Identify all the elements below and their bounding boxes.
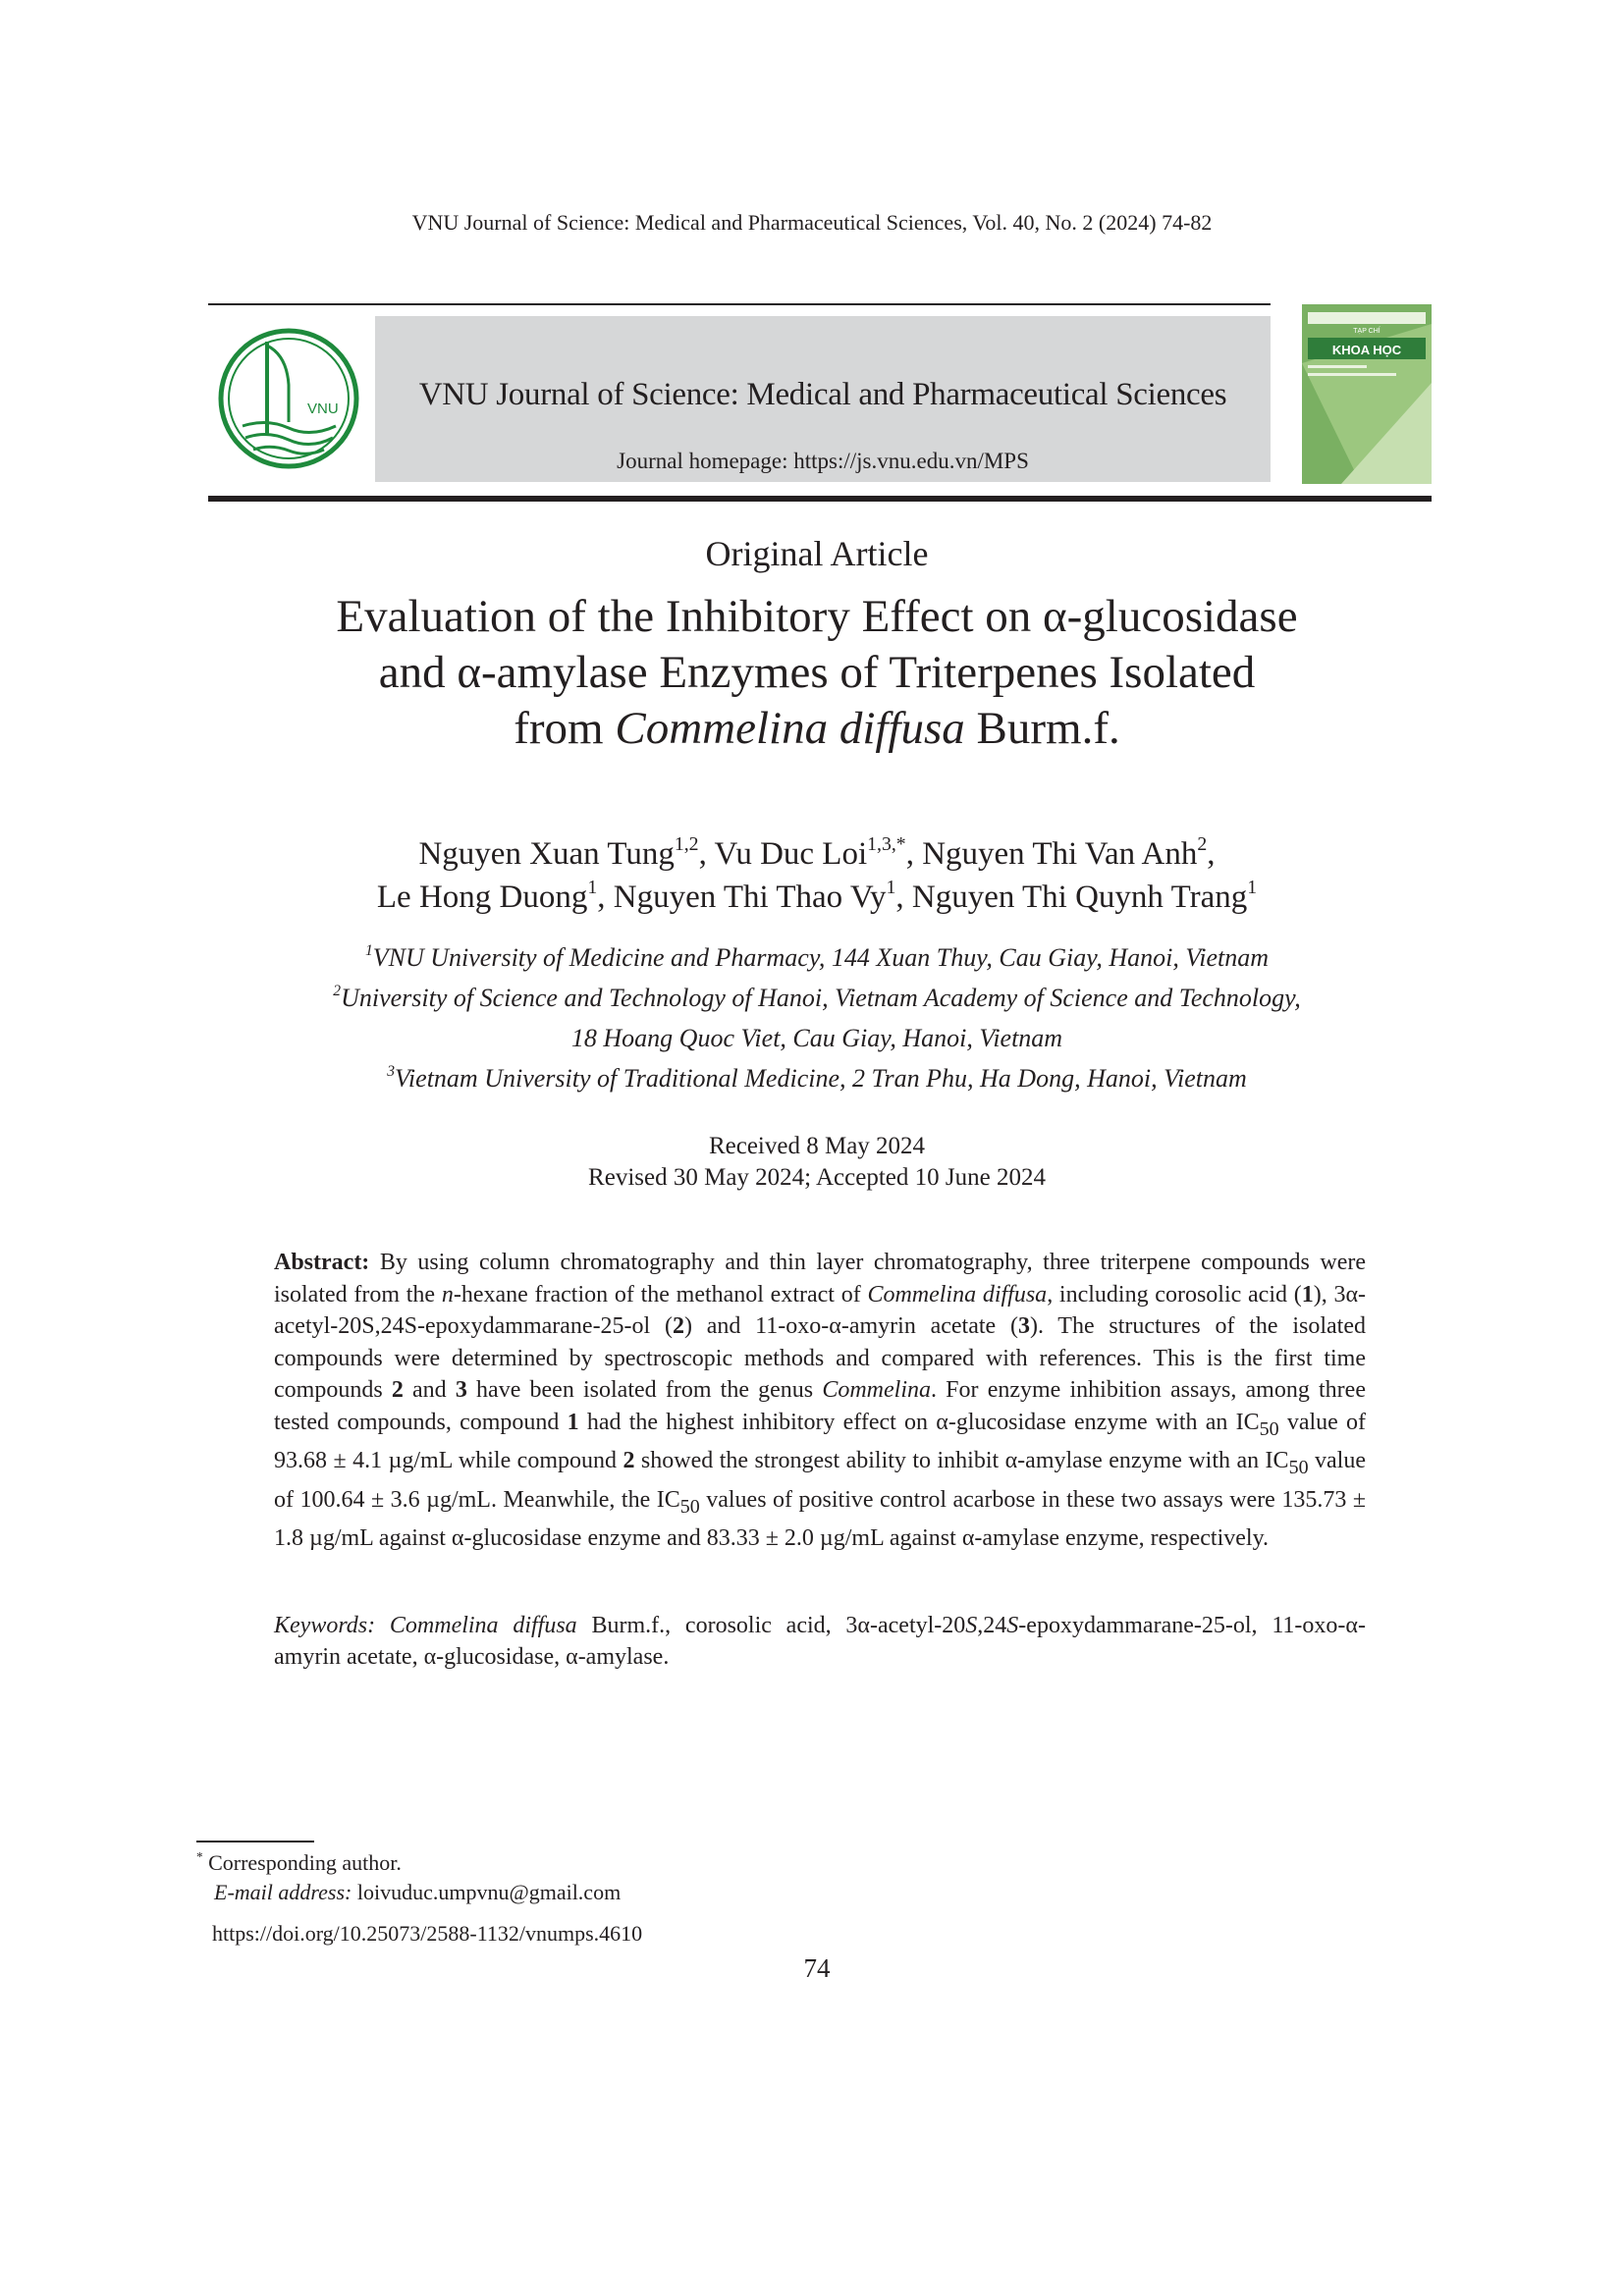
- revised-accepted-dates: Revised 30 May 2024; Accepted 10 June 2024: [588, 1164, 1046, 1191]
- header-bottom-rule: [208, 496, 1432, 502]
- keyword-italic: Commelina diffusa: [375, 1613, 577, 1638]
- author-name: Nguyen Xuan Tung: [418, 836, 675, 872]
- running-header: VNU Journal of Science: Medical and Pharmaceutical Sciences, Vol. 40, No. 2 (2024) 74-82: [411, 210, 1213, 235]
- cover-artwork: [1302, 304, 1432, 484]
- keyword-text: Burm.f., corosolic acid, 3α-acetyl-20: [576, 1613, 966, 1638]
- affil-text: University of Science and Technology of Hanoi, Vietnam Academy of Science and Technology,: [341, 984, 1301, 1012]
- footnote: [196, 1848, 1080, 1907]
- affiliations: [0, 937, 1624, 1098]
- keywords-label: Keywords:: [274, 1613, 376, 1638]
- title-from: from: [514, 703, 616, 754]
- compound-number: 2: [672, 1313, 684, 1340]
- abstract-text: , including corosolic acid (: [1047, 1281, 1302, 1308]
- keyword-text: -epoxydammarane-25-ol, 11-oxo-α-amyrin acetate, α-glucosidase, α-amylase.: [274, 1613, 1366, 1670]
- author-name: Nguyen Thi Van Anh: [922, 836, 1198, 872]
- author-list: [0, 832, 1624, 919]
- subscript: 50: [1259, 1417, 1279, 1440]
- author-name: Nguyen Thi Thao Vy: [613, 880, 887, 915]
- compound-number: 2: [623, 1448, 635, 1474]
- article-title: [0, 589, 1624, 757]
- affil-text: 18 Hoang Quoc Viet, Cau Giay, Hanoi, Vietnam: [570, 1024, 1063, 1052]
- footnote-text: Corresponding author.: [202, 1850, 402, 1875]
- article-type: Original Article: [705, 534, 929, 573]
- abstract-italic: Commelina: [822, 1377, 931, 1404]
- author-affil-sup: 1,2: [674, 833, 699, 856]
- affiliation-2: [0, 978, 1624, 1018]
- doi-link[interactable]: https://doi.org/10.25073/2588-1132/vnumps.4610: [212, 1921, 643, 1946]
- keyword-text: ,24: [977, 1613, 1007, 1638]
- email-line: [196, 1878, 1080, 1907]
- footnote-rule: [196, 1841, 314, 1842]
- abstract-text: ), 3α-acetyl-20S,24S-epoxydammarane-25-ol (: [274, 1281, 1367, 1340]
- journal-title: VNU Journal of Science: Medical and Pharmaceutical Sciences: [418, 377, 1227, 412]
- affil-sup: 3: [387, 1063, 395, 1081]
- email-address[interactable]: loivuduc.umpvnu@gmail.com: [352, 1880, 622, 1904]
- affil-sup: 2: [333, 983, 342, 1000]
- author-affil-sup: 1,3,*: [867, 833, 906, 856]
- abstract-text: -hexane fraction of the methanol extract of: [453, 1281, 868, 1308]
- abstract-text: have been isolated from the genus: [466, 1377, 823, 1404]
- article-dates: [0, 1131, 1624, 1194]
- abstract-text: ) and 11-oxo-α-amyrin acetate (: [683, 1313, 1018, 1340]
- abstract-label: Abstract:: [274, 1250, 370, 1275]
- email-label: E-mail address:: [214, 1880, 352, 1904]
- keywords: [274, 1610, 1366, 1673]
- author-line-1: Nguyen Xuan Tung$^{1,2}$, Vu Duc Loi$^{1,3,*}$, Nguyen Thi Van Anh$^2$,: [418, 833, 1216, 872]
- affiliation-1: [0, 937, 1624, 978]
- abstract-text: showed the strongest ability to inhibit α-amylase enzyme with an IC: [634, 1448, 1289, 1474]
- abstract-text: By using column chromatography and thin layer chromatography, three triterpene compounds were isolated from the: [274, 1250, 1366, 1308]
- logo-text: VNU: [307, 400, 339, 417]
- compound-number: 3: [455, 1377, 467, 1404]
- compound-number: 3: [1017, 1313, 1030, 1340]
- abstract: [274, 1247, 1366, 1555]
- author-name: Nguyen Thi Quynh Trang: [911, 880, 1248, 915]
- subscript: 50: [1288, 1457, 1309, 1479]
- keyword-italic: S: [965, 1613, 978, 1638]
- author-name: Vu Duc Loi: [714, 836, 868, 872]
- title-line-1: Evaluation of the Inhibitory Effect on α-glucosidase: [336, 591, 1298, 642]
- abstract-italic: n: [441, 1281, 454, 1308]
- compound-number: 2: [391, 1377, 404, 1404]
- corresponding-author-note: [196, 1848, 1080, 1878]
- banner-panel: [375, 316, 1271, 482]
- affil-text: VNU University of Medicine and Pharmacy, 144 Xuan Thuy, Cau Giay, Hanoi, Vietnam: [372, 943, 1270, 972]
- cover-title: KHOA HỌC: [1331, 343, 1402, 357]
- title-authority: Burm.f.: [964, 703, 1120, 754]
- journal-banner: [208, 316, 1271, 482]
- top-rule: [208, 303, 1271, 305]
- abstract-text: ). The structures of the isolated compounds were determined by spectroscopic methods and compared with references. This is the first time compounds: [274, 1313, 1366, 1404]
- affiliation-2-address: [0, 1018, 1624, 1058]
- author-line-2: Le Hong Duong$^1$, Nguyen Thi Thao Vy$^1$, Nguyen Thi Quynh Trang$^1$: [376, 877, 1258, 915]
- journal-cover-thumbnail: [1302, 304, 1432, 484]
- journal-homepage[interactable]: Journal homepage: https://js.vnu.edu.vn/MPS: [617, 449, 1029, 473]
- vnu-logo: [208, 316, 370, 482]
- page-number: 74: [803, 1953, 831, 1983]
- abstract-italic: Commelina diffusa: [867, 1281, 1048, 1308]
- compound-number: 1: [567, 1409, 579, 1435]
- title-line-2: and α-amylase Enzymes of Triterpenes Isolated: [378, 647, 1256, 698]
- author-affil-sup: 1: [1247, 877, 1258, 899]
- vnu-logo-icon: [208, 316, 370, 482]
- title-line-3: [0, 701, 1624, 757]
- affil-text: Vietnam University of Traditional Medicine, 2 Tran Phu, Ha Dong, Hanoi, Vietnam: [394, 1064, 1247, 1093]
- keyword-italic: S: [1006, 1613, 1019, 1638]
- affil-sup: 1: [364, 942, 373, 960]
- author-affil-sup: 1: [886, 877, 896, 899]
- abstract-text: . For enzyme inhibition assays, among three tested compounds, compound: [274, 1377, 1366, 1435]
- subscript: 50: [679, 1495, 700, 1518]
- received-date: Received 8 May 2024: [708, 1133, 926, 1159]
- cover-subtitle: TẠP CHÍ: [1353, 328, 1380, 335]
- abstract-text: had the highest inhibitory effect on α-glucosidase enzyme with an IC: [578, 1409, 1260, 1435]
- abstract-text: values of positive control acarbose in these two assays were 135.73 ± 1.8 µg/mL against α-glucosidase enzyme and 83.33 ± 2.0 µg/mL against α-amylase enzyme, respectively.: [274, 1486, 1366, 1552]
- affiliation-3: [0, 1058, 1624, 1098]
- abstract-text: value of 100.64 ± 3.6 µg/mL. Meanwhile, the IC: [274, 1448, 1366, 1513]
- footnote-mark: *: [196, 1848, 203, 1864]
- author-affil-sup: 1: [587, 877, 598, 899]
- title-species: Commelina diffusa: [615, 703, 965, 754]
- abstract-text: and: [403, 1377, 456, 1404]
- author-name: Le Hong Duong: [376, 880, 588, 915]
- compound-number: 1: [1301, 1281, 1314, 1308]
- author-affil-sup: 2: [1197, 833, 1208, 856]
- abstract-text: value of 93.68 ± 4.1 µg/mL while compound: [274, 1409, 1367, 1474]
